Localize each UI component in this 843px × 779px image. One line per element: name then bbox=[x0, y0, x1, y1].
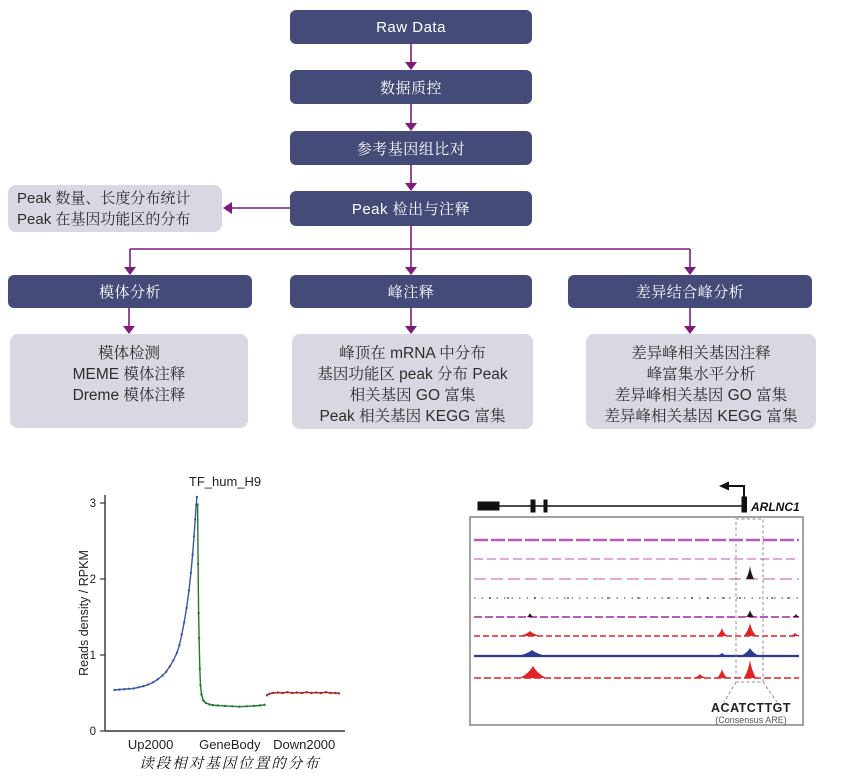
series-point bbox=[231, 705, 233, 707]
flow-step-label: 参考基因组比对 bbox=[356, 140, 466, 158]
track-4-dot bbox=[667, 597, 669, 599]
series-point bbox=[197, 612, 199, 614]
y-axis-ticks bbox=[90, 498, 105, 738]
chart-title: TF_hum_H9 bbox=[188, 474, 262, 489]
series-point bbox=[197, 563, 199, 565]
series-point bbox=[296, 691, 298, 693]
content-line: 基因功能区 peak 分布 Peak bbox=[317, 366, 508, 383]
content-line: 相关基因 GO 富集 bbox=[349, 387, 476, 404]
flow-step-raw-data bbox=[290, 10, 532, 44]
track-4-dot bbox=[567, 597, 569, 599]
series-point bbox=[334, 692, 336, 694]
motif-sublabel: (Consensus ARE) bbox=[715, 715, 787, 725]
series-point bbox=[217, 704, 219, 706]
series-point bbox=[199, 684, 201, 686]
chart-caption: 读段相对基因位置的分布 bbox=[139, 756, 321, 772]
series-point bbox=[208, 703, 210, 705]
series-point bbox=[212, 704, 214, 706]
content-line: 差异峰相关基因注释 bbox=[631, 345, 771, 362]
flow-step-alignment bbox=[290, 131, 532, 165]
series-point bbox=[310, 692, 312, 694]
series-point bbox=[266, 694, 268, 696]
series-point bbox=[118, 688, 120, 690]
series-point bbox=[191, 554, 193, 556]
gene-model bbox=[478, 482, 800, 515]
series-point bbox=[193, 535, 195, 537]
y-tick-label: 0 bbox=[89, 726, 96, 738]
x-region-label: GeneBody bbox=[199, 737, 261, 752]
series-point bbox=[245, 705, 247, 707]
tss-arrow bbox=[728, 486, 744, 497]
series-point bbox=[183, 621, 185, 623]
track-4-dot bbox=[739, 597, 741, 599]
content-line: 差异峰相关基因 KEGG 富集 bbox=[604, 408, 798, 425]
series-point bbox=[196, 496, 198, 498]
series-point bbox=[338, 692, 340, 694]
metagene-chart bbox=[40, 462, 380, 778]
branch-header-label: 差异结合峰分析 bbox=[635, 284, 745, 301]
series-point bbox=[113, 689, 115, 691]
flow-step-peak-calling bbox=[290, 191, 532, 226]
branch-header-motif-analysis bbox=[8, 275, 252, 308]
branch-header-label: 峰注释 bbox=[387, 284, 435, 301]
flow-step-label: 数据质控 bbox=[379, 79, 442, 97]
series-point bbox=[190, 572, 192, 574]
browser-panel bbox=[470, 517, 803, 725]
exon-box bbox=[478, 502, 499, 510]
y-axis-label: Reads density / RPKM bbox=[77, 550, 91, 676]
series-point bbox=[181, 633, 183, 635]
series-point bbox=[128, 688, 130, 690]
series-point bbox=[305, 691, 307, 693]
content-line: 差异峰相关基因 GO 富集 bbox=[614, 387, 788, 404]
x-axis-labels bbox=[128, 737, 335, 752]
content-line: 峰富集水平分析 bbox=[646, 366, 756, 383]
x-region-label: Down2000 bbox=[273, 737, 336, 752]
series-point bbox=[161, 674, 163, 676]
series-point bbox=[238, 706, 240, 708]
content-line: MEME 模体注释 bbox=[72, 366, 186, 383]
series-point bbox=[165, 671, 167, 673]
track-4-dot bbox=[637, 597, 639, 599]
series-point bbox=[253, 705, 255, 707]
series-point bbox=[263, 704, 265, 706]
series-point bbox=[200, 693, 202, 695]
track-4-dot bbox=[787, 597, 789, 599]
metagene-series bbox=[113, 496, 340, 708]
genome-browser bbox=[440, 478, 835, 750]
branch-content-diff-binding bbox=[586, 334, 816, 429]
series-point bbox=[142, 685, 144, 687]
series-point bbox=[133, 687, 135, 689]
track-4-dot bbox=[723, 597, 725, 599]
series-point bbox=[169, 665, 171, 667]
series-point bbox=[178, 644, 180, 646]
motif-label: ACATCTTGT bbox=[711, 701, 791, 715]
series-line-Up2000 bbox=[115, 497, 197, 690]
flow-step-label: Raw Data bbox=[376, 18, 446, 36]
series-point bbox=[188, 589, 190, 591]
content-line: Peak 相关基因 KEGG 富集 bbox=[319, 408, 506, 425]
series-point bbox=[320, 692, 322, 694]
flow-step-qc bbox=[290, 70, 532, 104]
series-point bbox=[202, 699, 204, 701]
branch-content-peak-annotation bbox=[292, 334, 533, 429]
track-4-dot bbox=[771, 597, 773, 599]
series-point bbox=[152, 681, 154, 683]
note-line: Peak 数量、长度分布统计 bbox=[17, 189, 191, 207]
series-point bbox=[157, 678, 159, 680]
y-tick-label: 1 bbox=[89, 650, 96, 662]
series-point bbox=[291, 692, 293, 694]
flow-step-label: Peak 检出与注释 bbox=[351, 201, 471, 218]
series-line-GeneBody bbox=[198, 505, 265, 707]
x-region-label: Up2000 bbox=[127, 737, 174, 752]
branch-header-label: 模体分析 bbox=[98, 284, 161, 301]
series-point bbox=[329, 692, 331, 694]
content-line: 模体检测 bbox=[97, 345, 160, 362]
branch-header-peak-annotation bbox=[290, 275, 532, 308]
series-point bbox=[196, 503, 198, 505]
tss-arrowhead-icon bbox=[719, 482, 729, 491]
series-point bbox=[137, 686, 139, 688]
series-point bbox=[315, 691, 317, 693]
series-point bbox=[194, 519, 196, 521]
y-tick-label: 2 bbox=[89, 574, 96, 586]
series-point bbox=[281, 692, 283, 694]
series-point bbox=[176, 652, 178, 654]
gene-label: ARLNC1 bbox=[751, 500, 800, 514]
content-line: Dreme 模体注释 bbox=[72, 387, 186, 404]
genome-browser-figure bbox=[440, 478, 835, 750]
tss-box bbox=[742, 497, 747, 512]
track-4-dot bbox=[489, 597, 491, 599]
series-point bbox=[123, 688, 125, 690]
series-point bbox=[198, 637, 200, 639]
track-4-dot bbox=[607, 597, 609, 599]
exon-box bbox=[531, 500, 535, 512]
track-4-dot bbox=[507, 597, 509, 599]
y-tick-label: 3 bbox=[89, 498, 96, 510]
series-point bbox=[199, 668, 201, 670]
branch-content-motif-analysis bbox=[10, 334, 248, 428]
track-4-dot bbox=[534, 597, 536, 599]
series-point bbox=[259, 704, 261, 706]
series-point bbox=[286, 691, 288, 693]
series-point bbox=[325, 691, 327, 693]
metagene-figure bbox=[40, 462, 380, 778]
series-point bbox=[147, 683, 149, 685]
series-point bbox=[301, 692, 303, 694]
series-point bbox=[172, 659, 174, 661]
exon-box bbox=[544, 500, 547, 512]
peak-stats-note bbox=[8, 185, 222, 232]
series-point bbox=[272, 692, 274, 694]
track-4-dot bbox=[707, 597, 709, 599]
series-point bbox=[268, 693, 270, 695]
note-line: Peak 在基因功能区的分布 bbox=[17, 210, 191, 228]
series-point bbox=[277, 691, 279, 693]
series-point bbox=[205, 702, 207, 704]
series-point bbox=[224, 705, 226, 707]
content-line: 峰顶在 mRNA 中分布 bbox=[339, 345, 486, 362]
series-point bbox=[185, 607, 187, 609]
track-4-dot bbox=[691, 597, 693, 599]
branch-header-diff-binding bbox=[568, 275, 812, 308]
